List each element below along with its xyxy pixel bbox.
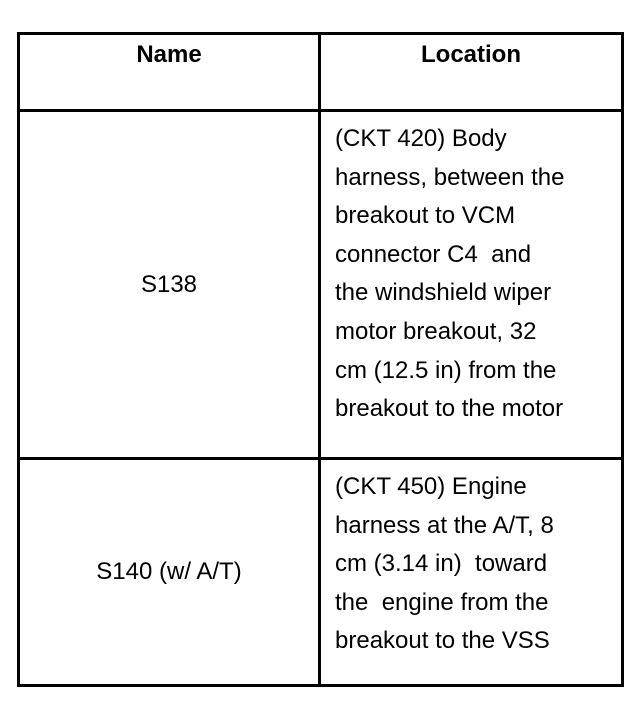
location-line: (CKT 450) Engine [335, 473, 527, 500]
location-line: motor breakout, 32 [335, 317, 537, 345]
location-line: breakout to the motor [335, 395, 564, 423]
splice-name-cell: S140 (w/ A/T) [19, 459, 320, 686]
location-line: (CKT 420) Body [335, 125, 507, 152]
location-line: breakout to VCM [335, 202, 516, 230]
splice-location-cell [320, 111, 623, 459]
table-row [19, 111, 623, 459]
location-line: the windshield wiper [335, 279, 552, 307]
location-line: breakout to the VSS [335, 627, 550, 655]
splice-location-cell [320, 459, 623, 686]
splice-location-table [17, 32, 624, 687]
header-name: Name [19, 34, 320, 111]
location-line: cm (3.14 in) toward [335, 550, 548, 578]
table-row [19, 459, 623, 686]
splice-name-cell: S138 [19, 111, 320, 459]
location-line: harness, between the [335, 163, 565, 191]
location-line: cm (12.5 in) from the [335, 356, 557, 384]
location-line: connector C4 and [335, 240, 532, 268]
header-location: Location [320, 34, 623, 111]
header-row [19, 34, 623, 111]
location-line: harness at the A/T, 8 [335, 511, 554, 539]
location-line: the engine from the [335, 588, 549, 616]
